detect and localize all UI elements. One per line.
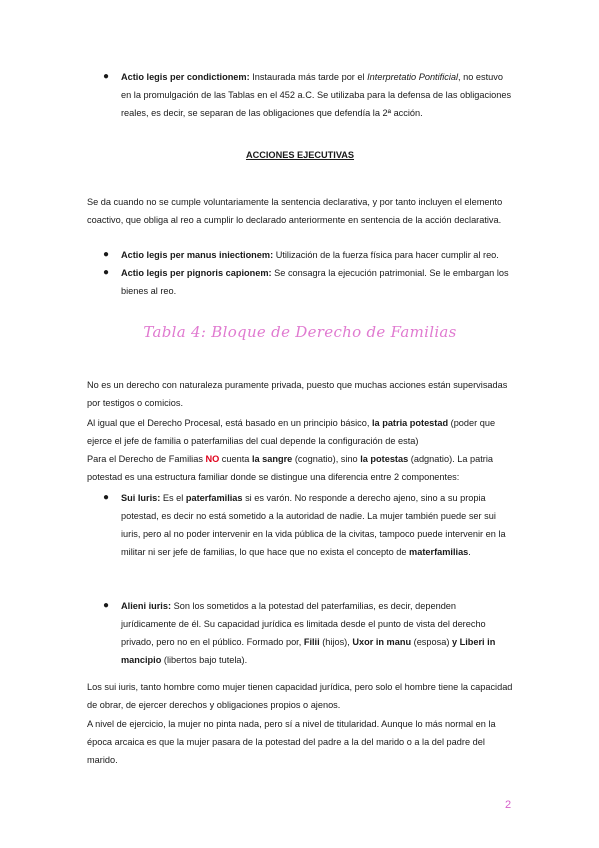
bullet-text: (libertos bajo tutela).	[161, 655, 248, 665]
bullet-pignoris-capionem	[103, 264, 513, 300]
bullet-term: Actio legis per condictionem:	[121, 72, 250, 82]
bullet-text: Utilización de la fuerza física para hacer cumplir al reo.	[273, 250, 499, 260]
bullet-text: Es el	[160, 493, 186, 503]
bullet-bold: paterfamilias	[185, 493, 243, 503]
bullet-text: Se consagra la ejecución patrimonial. Se le embargan los bienes al reo.	[121, 268, 509, 296]
paragraph-text: cuenta	[219, 454, 252, 464]
bullet-term: Alieni iuris:	[121, 601, 172, 611]
bullet-bold: Uxor in manu	[352, 637, 412, 647]
page-number: 2	[505, 799, 512, 811]
section-heading: ACCIONES EJECUTIVAS	[245, 150, 355, 160]
paragraph-bold: la sangre	[251, 454, 293, 464]
section-title: Tabla 4: Bloque de Derecho de Familias	[143, 323, 457, 341]
bullet-text: .	[468, 547, 471, 557]
paragraph-text: (poder que ejerce el jefe de familia o paterfamilias del cual depende la configuración de esta)	[87, 418, 496, 446]
bullet-term: Sui Iuris:	[121, 493, 161, 503]
no-highlight: NO	[205, 454, 220, 464]
bullet-dot: ●	[103, 492, 110, 503]
paragraph-text: (cognatio), sino	[292, 454, 361, 464]
bullet-text: Son los sometidos a la potestad del paterfamilias, es decir, dependen jurídicamente de él. Su capacidad jurídica es limitada desde el punto de vista del derecho privado, pero no en el público. Formado por,	[121, 601, 486, 647]
paragraph-1: No es un derecho con naturaleza puramente privada, puesto que muchas acciones están supervisadas por testigos o comicios.	[87, 380, 508, 408]
bullet-text: , no estuvo en la promulgación de las Tablas en el 452 a.C. Se utilizaba para la defensa de las obligaciones reales, es decir, se separan de las obligaciones que defendía la 2ª acción.	[121, 72, 512, 118]
bullet-bold: Filii	[303, 637, 320, 647]
bullet-text: (esposa)	[411, 637, 452, 647]
bullet-actio-condictionem	[103, 68, 513, 122]
exec-paragraph: Se da cuando no se cumple voluntariamente la sentencia declarativa, y por tanto incluyen el elemento coactivo, que obliga al reo a cumplir lo declarado anteriormente en sentencia de la acción declarativa.	[87, 197, 503, 225]
bullet-dot: ●	[103, 600, 110, 611]
paragraph-text: Para el Derecho de Familias	[87, 454, 206, 464]
paragraph-2	[87, 414, 513, 450]
paragraph-text: (adgnatio). La patria potestad es una estructura familiar donde se distingue una diferencia entre 2 componentes:	[87, 454, 494, 482]
bullet-term: Actio legis per manus iniectionem:	[121, 250, 274, 260]
bullet-alieni-iuris	[103, 597, 513, 669]
bullet-bold: y Liberi in mancipio	[121, 637, 496, 665]
bullet-text: Instaurada más tarde por el	[249, 72, 368, 82]
bullet-dot: ●	[103, 267, 110, 278]
bullet-sui-iuris	[103, 489, 513, 561]
bullet-bold: materfamilias	[409, 547, 469, 557]
paragraph-3	[87, 450, 513, 486]
bullet-term: Actio legis per pignoris capionem:	[121, 268, 272, 278]
bullet-dot: ●	[103, 249, 110, 260]
bullet-italic: Interpretatio Pontificial	[367, 72, 459, 82]
paragraph-text: Al igual que el Derecho Procesal, está basado en un principio básico,	[87, 418, 372, 428]
bullet-text: (hijos),	[319, 637, 353, 647]
bullet-dot: ●	[103, 71, 110, 82]
bullet-text: si es varón. No responde a derecho ajeno, sino a su propia potestad, es decir no está sometido a la autoridad de nadie. La mujer también puede ser sui iuris, pero al no poder intervenir en la vida pública de la civitas, tampoco puede intervenir en la militar ni ser jefe de familias, lo que hace que no exista el concepto de	[121, 493, 506, 557]
paragraph-5: A nivel de ejercicio, la mujer no pinta nada, pero sí a nivel de titularidad. Aunque lo más normal en la época arcaica es que la mujer pasara de la potestad del padre a la del marido o a la del padre del marido.	[87, 719, 496, 765]
paragraph-4: Los sui iuris, tanto hombre como mujer tienen capacidad jurídica, pero solo el hombre tiene la capacidad de obrar, de ejercer derechos y obligaciones propios o ajenos.	[87, 682, 513, 710]
paragraph-bold: la patria potestad	[372, 418, 449, 428]
bullet-manus-iniectionem	[103, 246, 513, 264]
paragraph-bold: la potestas	[360, 454, 409, 464]
